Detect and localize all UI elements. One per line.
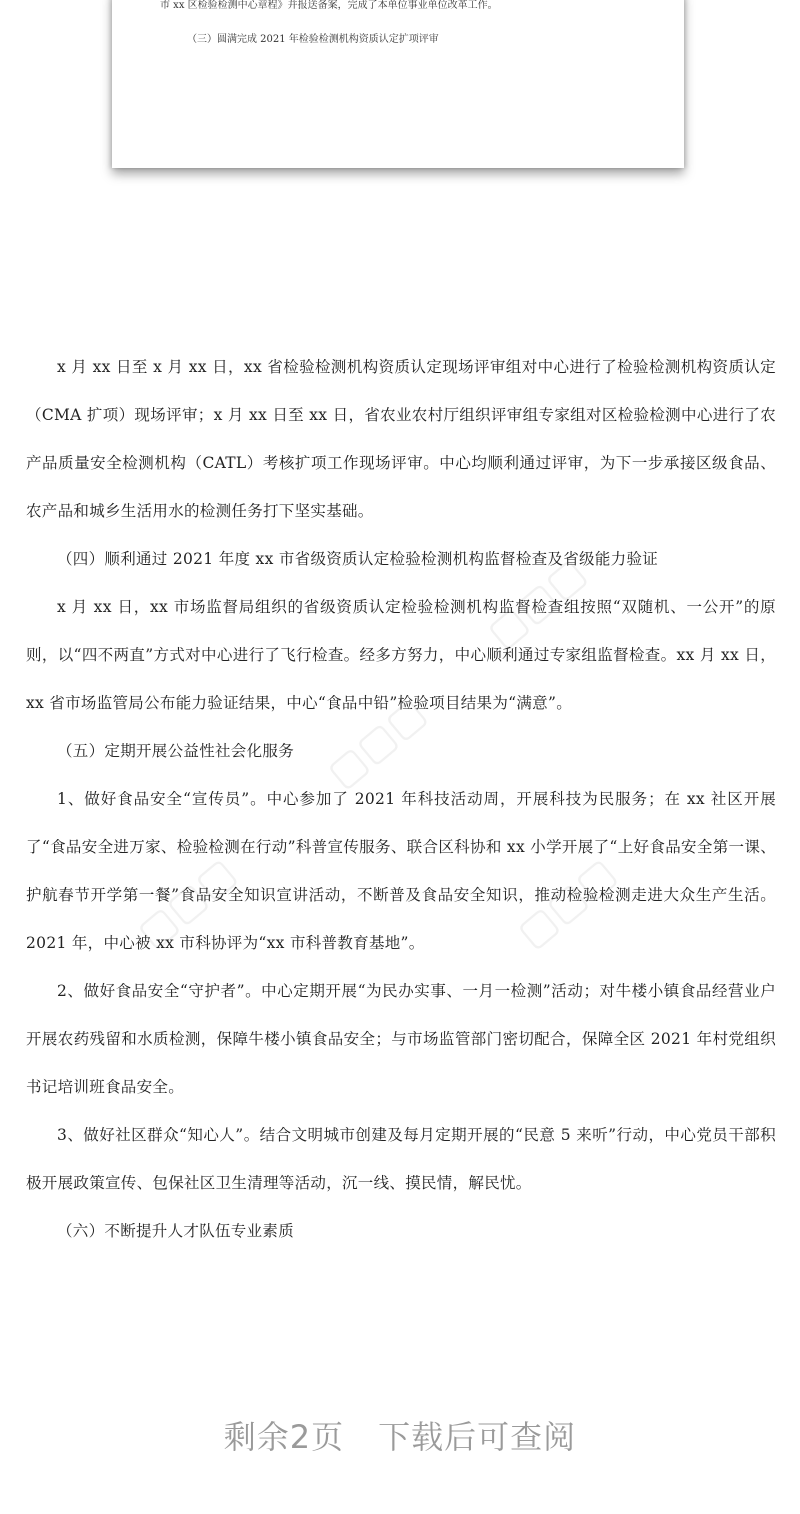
document-body: [26, 343, 776, 1255]
remaining-pages-banner[interactable]: [0, 1412, 800, 1458]
section-heading: （五）定期开展公益性社会化服务: [57, 742, 295, 760]
paragraph: 1、做好食品安全“宣传员”。中心参加了 2021 年科技活动周，开展科技为民服务；在 xx 社区开展了“食品安全进万家、检验检测在行动”科普宣传服务、联合区科协和 xx 小学开展了“上好食品安全第一课、护航春节开学第一餐”食品安全知识宣讲活动，不断普及食品安全知识，推动检验检测走进大众生产生活。2021 年，中心被 xx 市科协评为“xx 市科普教育基地”。: [26, 790, 776, 952]
paragraph: x 月 xx 日，xx 市场监督局组织的省级资质认定检验检测机构监督检查组按照“双随机、一公开”的原则，以“四不两直”方式对中心进行了飞行检查。经多方努力，中心顺利通过专家组监督检查。xx 月 xx 日，xx 省市场监管局公布能力验证结果，中心“食品中铅”检验项目结果为“满意”。: [26, 598, 776, 712]
preview-text-line: 市 xx 区检验检测中心章程》并报送备案，完成了本单位事业单位改革工作。: [160, 0, 498, 11]
paragraph: x 月 xx 日至 x 月 xx 日，xx 省检验检测机构资质认定现场评审组对中心进行了检验检测机构资质认定（CMA 扩项）现场评审；x 月 xx 日至 xx 日，省农业农村厅组织评审组专家组对区检验检测中心进行了农产品质量安全检测机构（CATL）考核扩项工作现场评审。中心均顺利通过评审，为下一步承接区级食品、农产品和城乡生活用水的检测任务打下坚实基础。: [26, 358, 776, 520]
watermark-mark: ▢▢▢: [318, 688, 435, 798]
paragraph: 2、做好食品安全“守护者”。中心定期开展“为民办实事、一月一检测”活动；对牛楼小镇食品经营业户开展农药残留和水质检测，保障牛楼小镇食品安全；与市场监管部门密切配合，保障全区 2021 年村党组织书记培训班食品安全。: [26, 982, 776, 1096]
section-heading: （四）顺利通过 2021 年度 xx 市省级资质认定检验检测机构监督检查及省级能力验证: [57, 550, 659, 568]
watermark-mark: ▢▢▢: [478, 548, 595, 658]
remaining-pages-label: 剩余2页: [223, 1418, 345, 1456]
paragraph: 3、做好社区群众“知心人”。结合文明城市创建及每月定期开展的“民意 5 来听”行动，中心党员干部积极开展政策宣传、包保社区卫生清理等活动，沉一线、摸民情，解民忧。: [26, 1126, 776, 1192]
section-heading: （六）不断提升人才队伍专业素质: [57, 1222, 295, 1240]
preview-section-heading: （三）圆满完成 2021 年检验检测机构资质认定扩项评审: [187, 34, 439, 45]
watermark-mark: ▢▢▢: [128, 848, 245, 958]
watermark-mark: ▢▢▢: [508, 848, 625, 958]
download-to-view-label: 下载后可查阅: [378, 1418, 577, 1456]
preview-page-card: [112, 0, 684, 168]
